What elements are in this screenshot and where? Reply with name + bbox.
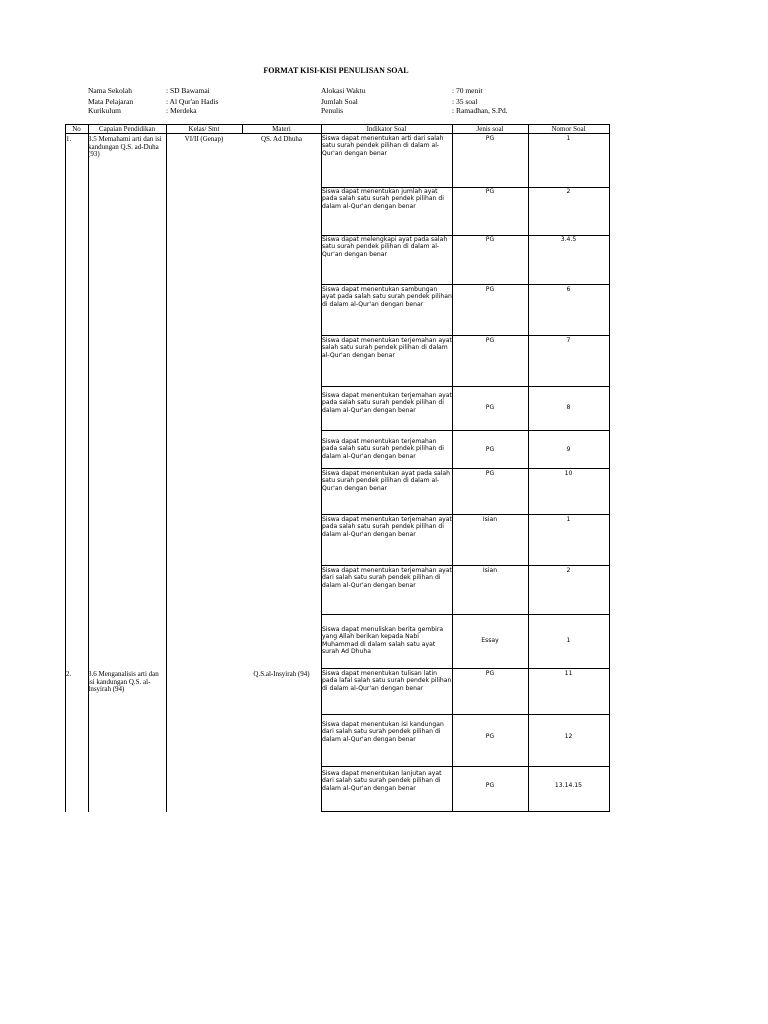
info-nama-sekolah-label: Nama Sekolah [88, 86, 132, 95]
row-7-nomor: 9 [566, 446, 571, 453]
row-9-nomor: 1 [566, 516, 571, 523]
row-14-jenis: PG [485, 782, 495, 789]
header-jenis: Jenis soal [476, 125, 504, 133]
row-6-nomor: 8 [566, 404, 571, 411]
row-12-nomor: 11 [564, 670, 573, 677]
row-11-jenis: Essay [481, 637, 499, 644]
group-2-capaian: 3.6 Menganalisis arti dan isi kandungan Q.S. al-Insyirah (94) [88, 670, 159, 694]
group-1-no: 1. [66, 135, 72, 143]
row-4-jenis: PG [485, 286, 495, 293]
row-9-jenis: Isian [482, 516, 498, 523]
row-10-nomor: 2 [566, 567, 571, 574]
grid-line [321, 235, 610, 236]
row-7-indikator: Siswa dapat menentukan terjemahan pada salah satu surah pendek pilihan di dalam al-Qur'an dengan benar [322, 438, 444, 460]
row-4-nomor: 6 [566, 286, 571, 293]
row-11-nomor: 1 [566, 637, 571, 644]
row-6-indikator: Siswa dapat menentukan terjemahan ayat pada salah satu surah pendek pilihan di dalam al-Qur'an dengan benar [322, 392, 452, 414]
info-mata-pelajaran-value: : Al Qur'an Hadis [166, 97, 219, 106]
grid-line [166, 124, 167, 812]
grid-line [321, 430, 610, 431]
grid-line [321, 514, 610, 515]
row-13-nomor: 12 [564, 733, 573, 740]
row-6-jenis: PG [485, 404, 495, 411]
row-3-nomor: 3.4.5 [560, 236, 577, 243]
header-no: No [72, 125, 81, 133]
row-13-jenis: PG [485, 733, 495, 740]
grid-line [65, 124, 610, 125]
row-8-jenis: PG [485, 470, 495, 477]
row-11-indikator: Siswa dapat menuliskan berita gembira yang Allah berikan kepada Nabi Muhammad di dalam salah satu ayat surah Ad Dhuha [322, 626, 444, 655]
row-12-jenis: PG [485, 670, 495, 677]
row-2-nomor: 2 [566, 188, 571, 195]
info-mata-pelajaran-label: Mata Pelajaran [88, 97, 134, 106]
row-1-indikator: Siswa dapat menentukan arti dari salah satu surah pendek pilihan di dalam al-Qur'an dengan benar [322, 135, 444, 157]
row-1-nomor: 1 [566, 135, 571, 142]
info-penulis-label: Penulis [321, 106, 344, 115]
grid-line [321, 335, 610, 336]
grid-line [65, 124, 66, 812]
row-3-jenis: PG [485, 236, 495, 243]
grid-line [321, 614, 610, 615]
row-14-nomor: 13.14.15 [554, 782, 583, 789]
row-5-jenis: PG [485, 337, 495, 344]
grid-line [321, 187, 610, 188]
row-14-indikator: Siswa dapat menentukan lanjutan ayat dari salah satu surah pendek pilihan di dalam al-Qur'an dengan benar [322, 770, 442, 792]
grid-line [65, 133, 610, 134]
info-alokasi-waktu-label: Alokasi Waktu [321, 86, 366, 95]
grid-line [321, 386, 610, 387]
row-5-nomor: 7 [566, 337, 571, 344]
page-title: FORMAT KISI-KISI PENULISAN SOAL [263, 66, 409, 75]
row-2-jenis: PG [485, 188, 495, 195]
row-7-jenis: PG [485, 446, 495, 453]
group-1-materi: QS. Ad Dhuha [260, 135, 303, 143]
header-nomor: Nomor Soal [551, 125, 586, 133]
info-kurikulum-label: Kurikulum [88, 106, 121, 115]
grid-line [321, 565, 610, 566]
row-12-indikator: Siswa dapat menentukan tulisan latin pada lafal salah satu surah pendek pilihan di dalam al-Qur'an dengan benar [322, 670, 452, 692]
group-2-no: 2. [66, 670, 72, 678]
info-jumlah-soal-value: : 35 soal [452, 97, 478, 106]
header-capaian: Capaian Pendidikan [98, 125, 156, 133]
row-8-indikator: Siswa dapat menentukan ayat pada salah satu surah pendek pilihan di dalam al-Qur'an dengan benar [322, 470, 451, 492]
row-2-indikator: Siswa dapat menentukan jumlah ayat pada salah satu surah pendek pilihan di dalam al-Qur'an dengan benar [322, 188, 444, 210]
row-10-indikator: Siswa dapat menentukan terjemahan ayat dari salah satu surah pendek pilihan di dalam al-Qur'an dengan benar [322, 567, 452, 589]
row-9-indikator: Siswa dapat menentukan terjemahan ayat pada salah satu surah pendek pilihan di dalam al-Qur'an dengan benar [322, 516, 452, 538]
group-1-kelas: VI/II (Genap) [184, 135, 224, 143]
row-1-jenis: PG [485, 135, 495, 142]
header-indikator: Indikator Soal [366, 125, 407, 133]
row-5-indikator: Siswa dapat menentukan terjemahan ayat salah satu surah pendek pilihan di dalam al-Qur'an dengan benar [322, 337, 452, 359]
grid-line [321, 811, 610, 812]
row-8-nomor: 10 [564, 470, 573, 477]
grid-line [321, 766, 610, 767]
info-jumlah-soal-label: Jumlah Soal [321, 97, 358, 106]
info-nama-sekolah-value: : SD Bawamai [166, 86, 210, 95]
row-4-indikator: Siswa dapat menentukan sambungan ayat pada salah satu surah pendek pilihan di dalam al-Qur'an dengan benar [322, 286, 452, 308]
info-alokasi-waktu-value: : 70 menit [452, 86, 483, 95]
row-10-jenis: Isian [482, 567, 498, 574]
grid-line [321, 284, 610, 285]
grid-line [321, 468, 610, 469]
grid-line [321, 714, 610, 715]
group-1-capaian: 3.5 Memahami arti dan isi kandungan Q.S. ad-Duha (93) [88, 135, 162, 159]
info-penulis-value: : Ramadhan, S.Pd. [452, 106, 508, 115]
header-kelas: Kelas/ Smt [188, 125, 220, 133]
grid-line [321, 668, 610, 669]
row-13-indikator: Siswa dapat menentukan isi kandungan dari salah satu surah pendek pilihan di dalam al-Qur'an dengan benar [322, 721, 444, 743]
info-kurikulum-value: : Merdeka [166, 106, 197, 115]
header-materi: Materi [272, 125, 291, 133]
row-3-indikator: Siswa dapat melengkapi ayat pada salah satu surah pendek pilihan di dalam al-Qur'an dengan benar [322, 236, 448, 258]
group-2-materi: Q.S.al-Insyirah (94) [253, 670, 310, 678]
grid-line [88, 124, 89, 812]
